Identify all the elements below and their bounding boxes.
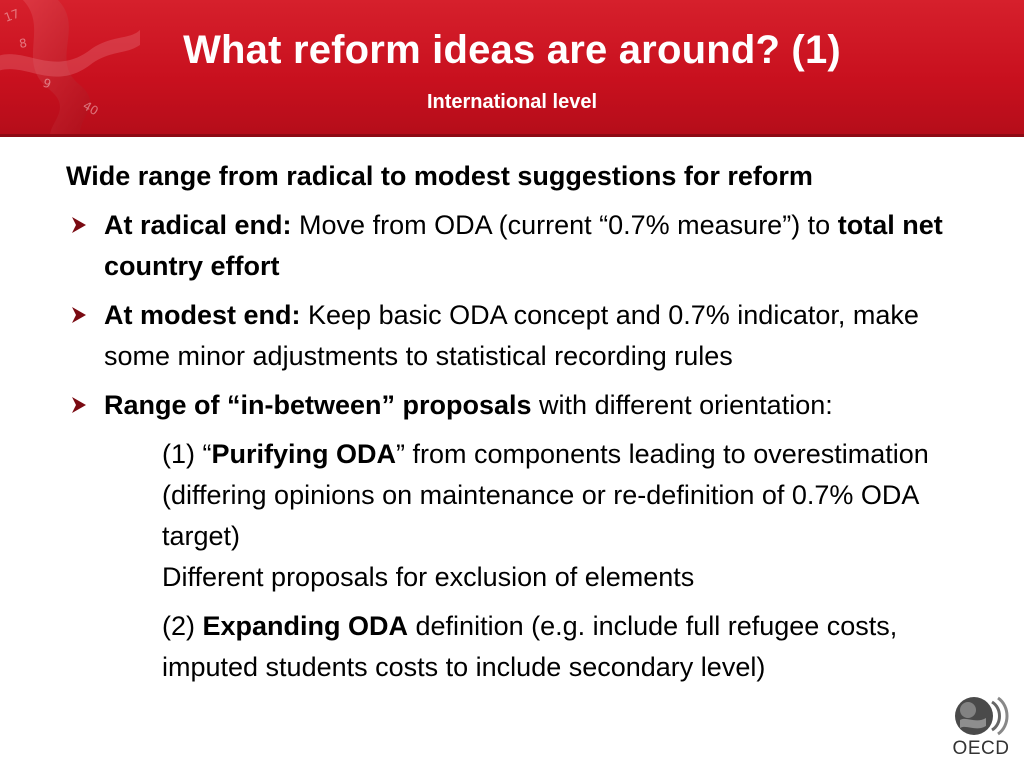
bullet-in-between-label: Range of “in-between” proposals [104, 390, 532, 420]
slide-title: What reform ideas are around? (1) [183, 28, 841, 72]
arrow-right-icon [70, 395, 88, 415]
bullet-in-between [66, 385, 966, 426]
oecd-logo [946, 694, 1016, 760]
sub-item-purifying-label: Purifying ODA [211, 439, 397, 469]
svg-text:40: 40 [80, 98, 101, 119]
svg-text:9: 9 [40, 75, 53, 92]
sub-item-expanding-text: definition (e.g. include full refugee costs, imputed students costs to include secondary level) [162, 611, 898, 682]
slide-header [0, 0, 1024, 137]
sub-item-expanding-prefix: (2) [162, 611, 203, 641]
svg-text:17: 17 [2, 6, 22, 25]
bullet-radical-emphasis: total net country effort [104, 210, 943, 281]
bullet-modest [66, 295, 966, 377]
sub-item-purifying [66, 434, 962, 598]
globe-icon [946, 694, 1016, 740]
sub-item-purifying-prefix: (1) “ [162, 439, 212, 469]
bullet-radical-label: At radical end: [104, 210, 292, 240]
bullet-modest-label: At modest end: [104, 300, 301, 330]
slide-subtitle: International level [426, 91, 598, 113]
bullet-radical [66, 205, 966, 287]
sub-item-purifying-text: ” from components leading to overestimation (differing opinions on maintenance or re-definition of 0.7% ODA target) [162, 439, 929, 551]
bullet-radical-text: Move from ODA (current “0.7% measure”) to [291, 210, 838, 240]
slide-body [66, 156, 966, 696]
sub-item-purifying-note: Different proposals for exclusion of elements [162, 562, 695, 592]
svg-text:8: 8 [18, 35, 29, 51]
bullet-modest-text: Keep basic ODA concept and 0.7% indicator, make some minor adjustments to statistical recording rules [104, 300, 919, 371]
bullet-in-between-text: with different orientation: [531, 390, 833, 420]
sub-item-expanding-label: Expanding ODA [202, 611, 409, 641]
oecd-logo-text: OECD [952, 738, 1010, 759]
sub-item-expanding [66, 606, 962, 688]
arrow-right-icon [70, 215, 88, 235]
lead-text: Wide range from radical to modest suggestions for reform [66, 161, 813, 191]
arrow-right-icon [70, 305, 88, 325]
